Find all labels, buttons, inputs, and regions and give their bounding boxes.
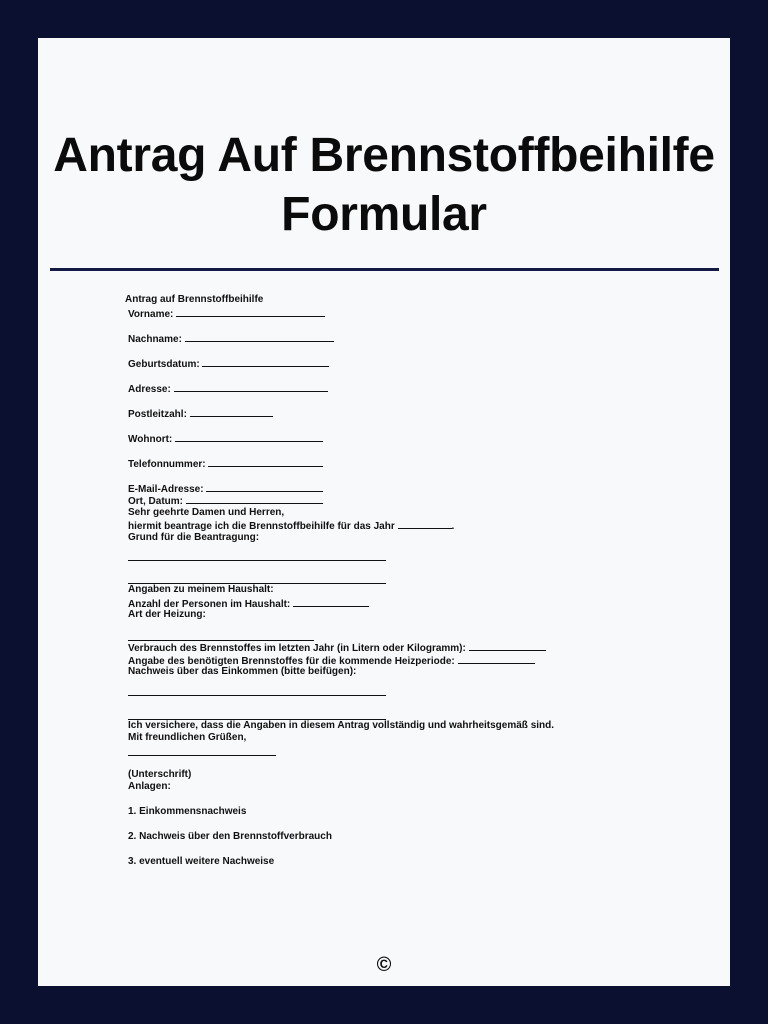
label-heizung: Art der Heizung: bbox=[128, 609, 206, 620]
nachname-blank[interactable] bbox=[185, 332, 334, 342]
attachment-3: 3. eventuell weitere Nachweise bbox=[128, 856, 275, 867]
form-heading: Antrag auf Brennstoffbeihilfe bbox=[125, 294, 264, 305]
jahr-blank[interactable] bbox=[398, 519, 452, 529]
field-email bbox=[128, 482, 708, 495]
request-text: hiermit beantrage ich die Brennstoffbeihilfe für das Jahr bbox=[128, 521, 395, 532]
field-geburtsdatum bbox=[128, 357, 708, 370]
label-postleitzahl: Postleitzahl: bbox=[128, 408, 187, 420]
request-sentence bbox=[128, 519, 708, 532]
grund-line-2[interactable] bbox=[128, 573, 386, 585]
field-ort-datum bbox=[128, 494, 708, 507]
attachment-1: 1. Einkommensnachweis bbox=[128, 806, 247, 817]
email-blank[interactable] bbox=[206, 482, 323, 492]
verbrauch-blank[interactable] bbox=[469, 641, 546, 651]
label-vorname: Vorname: bbox=[128, 308, 174, 320]
attachment-2: 2. Nachweis über den Brennstoffverbrauch bbox=[128, 831, 332, 842]
label-ort-datum: Ort, Datum: bbox=[128, 496, 183, 507]
field-personen bbox=[128, 597, 708, 610]
field-nachname bbox=[128, 332, 708, 345]
declaration: Ich versichere, dass die Angaben in diesem Antrag vollständig und wahrheitsgemäß sind. bbox=[128, 719, 555, 731]
label-geburtsdatum: Geburtsdatum: bbox=[128, 358, 200, 370]
label-telefon: Telefonnummer: bbox=[128, 458, 206, 470]
field-bedarf bbox=[128, 654, 708, 667]
salutation: Sehr geehrte Damen und Herren, bbox=[128, 506, 285, 518]
heizung-line[interactable] bbox=[128, 630, 314, 642]
signature-line[interactable] bbox=[128, 745, 276, 757]
ort-datum-blank[interactable] bbox=[186, 494, 323, 504]
adresse-blank[interactable] bbox=[174, 382, 328, 392]
personen-blank[interactable] bbox=[293, 597, 369, 607]
vorname-blank[interactable] bbox=[176, 307, 325, 317]
title-divider bbox=[50, 268, 719, 271]
label-einkommen: Nachweis über das Einkommen (bitte beifügen): bbox=[128, 666, 357, 677]
label-grund: Grund für die Beantragung: bbox=[128, 531, 260, 543]
einkommen-line-2[interactable] bbox=[128, 708, 386, 720]
attachments-heading: Anlagen: bbox=[128, 781, 171, 792]
field-telefon bbox=[128, 457, 708, 470]
label-nachname: Nachname: bbox=[128, 333, 182, 345]
application-form bbox=[125, 294, 708, 869]
closing: Mit freundlichen Grüßen, bbox=[128, 732, 247, 743]
request-period: . bbox=[451, 521, 455, 532]
field-vorname bbox=[128, 307, 708, 320]
einkommen-line-1[interactable] bbox=[128, 685, 386, 697]
label-haushalt: Angaben zu meinem Haushalt: bbox=[128, 584, 274, 595]
label-personen: Anzahl der Personen im Haushalt: bbox=[128, 598, 291, 610]
label-email: E-Mail-Adresse: bbox=[128, 483, 204, 495]
geburtsdatum-blank[interactable] bbox=[202, 357, 329, 367]
telefon-blank[interactable] bbox=[208, 457, 323, 467]
field-adresse bbox=[128, 382, 708, 395]
wohnort-blank[interactable] bbox=[175, 432, 323, 442]
signature-label: (Unterschrift) bbox=[128, 768, 192, 780]
postleitzahl-blank[interactable] bbox=[190, 407, 273, 417]
label-wohnort: Wohnort: bbox=[128, 433, 173, 445]
field-wohnort bbox=[128, 432, 708, 445]
title-line-1: Antrag Auf Brennstoffbeihilfe bbox=[53, 129, 715, 182]
bedarf-blank[interactable] bbox=[458, 654, 535, 664]
document-page bbox=[38, 38, 730, 986]
copyright-symbol: © bbox=[376, 954, 392, 976]
label-adresse: Adresse: bbox=[128, 383, 171, 395]
label-verbrauch: Verbrauch des Brennstoffes im letzten Jahr (in Litern oder Kilogramm): bbox=[128, 643, 466, 654]
field-verbrauch bbox=[128, 641, 708, 654]
label-bedarf: Angabe des benötigten Brennstoffes für die kommende Heizperiode: bbox=[128, 655, 455, 667]
page-title bbox=[38, 126, 730, 244]
title-line-2: Formular bbox=[281, 188, 487, 241]
grund-line-1[interactable] bbox=[128, 549, 386, 561]
field-postleitzahl bbox=[128, 407, 708, 420]
